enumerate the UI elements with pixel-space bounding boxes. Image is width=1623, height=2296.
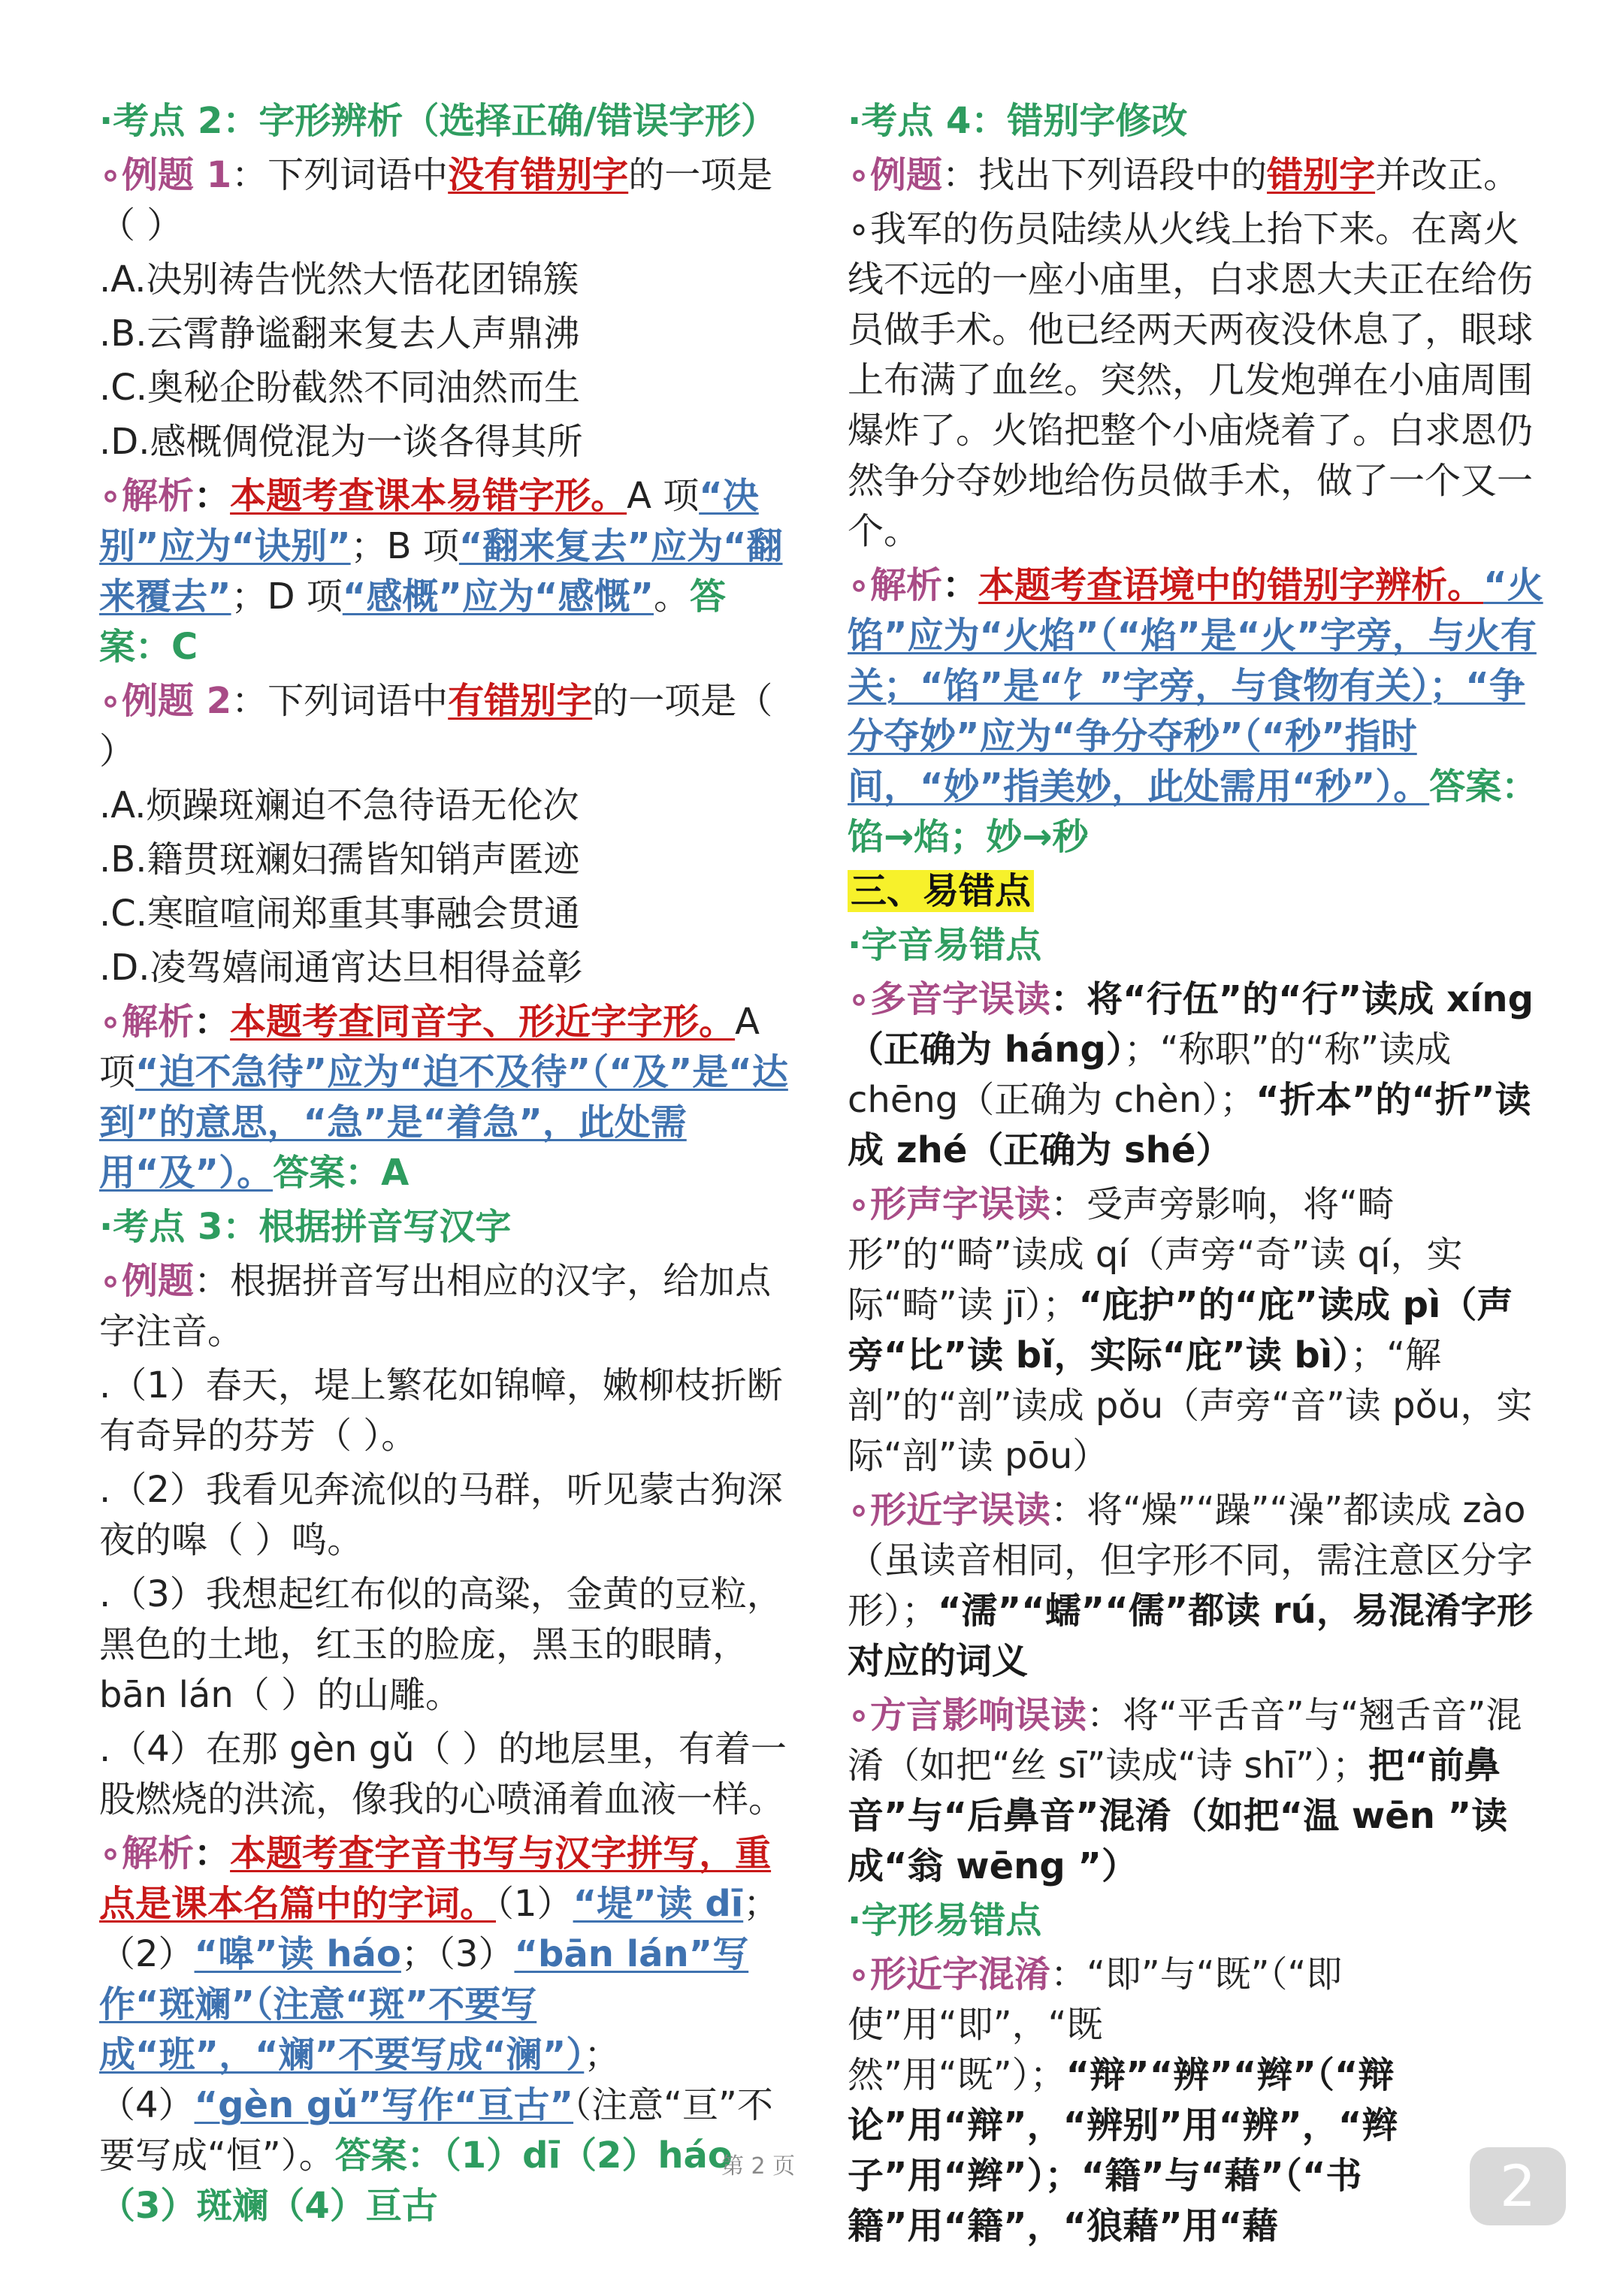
- example-3-item-4: .（4）在那 gèn gǔ（ ）的地层里，有着一股燃烧的洪流，像我的心喷涌着血液一样。: [99, 1728, 787, 1820]
- example-3-item-1: .（1）春天，堤上繁花如锦幛，嫩柳枝折断有奇异的芬芳（ ）。: [99, 1364, 783, 1457]
- example-1-post: 的一项是: [628, 154, 773, 196]
- fangyan-label: ∘方言影响误读: [848, 1694, 1087, 1736]
- example-1-label: ∘例题 1: [99, 154, 232, 196]
- analysis-4-label: ∘解析: [848, 564, 943, 606]
- example-4-key: 错别字: [1267, 154, 1376, 196]
- example-2-option-a: .A.烦躁斑斓迫不急待语无伦次: [99, 784, 579, 826]
- example-1-option-d: .D.感概倜傥混为一谈各得其所: [99, 421, 583, 463]
- xingjin-error: ∘形近字误读：将“燥”“躁”“澡”都读成 zào（虽读音相同，但字形不同，需注意区分字形）；“濡”“蠕”“儒”都读 rú，易混淆字形对应的词义: [848, 1489, 1534, 1682]
- subtitle-shape: ·字形易错点: [848, 1899, 1042, 1941]
- analysis-3-fix-1: “堤”读 dī: [573, 1883, 744, 1925]
- analysis-1-key: 本题考查课本易错字形。: [230, 475, 627, 517]
- example-1-paren: （ ）: [99, 204, 183, 246]
- example-2-label: ∘例题 2: [99, 680, 232, 722]
- page-number-label: 第 2 页: [721, 2153, 796, 2180]
- analysis-2-label: ∘解析: [99, 1001, 195, 1043]
- page-number-badge: 2: [1470, 2147, 1566, 2225]
- analysis-3-key: 本题考查字音书写与汉字拼写，重点是课本名篇中的字词。: [99, 1832, 772, 1925]
- example-1: [99, 150, 790, 251]
- analysis-3-fix-4: “gèn gǔ”写作“亘古”: [194, 2084, 574, 2126]
- analysis-4-key: 本题考查语境中的错别字辨析。: [978, 564, 1484, 606]
- example-1-option-a: .A.决别祷告恍然大悟花团锦簇: [99, 258, 579, 301]
- example-2-key: 有错别字: [448, 680, 593, 722]
- analysis-2-key: 本题考查同音字、形近字字形。: [230, 1001, 736, 1043]
- analysis-1: ∘解析：本题考查课本易错字形。A 项“决别”应为“诀别”；B 项“翻来复去”应为“翻来覆去”；D 项“感概”应为“感慨”。答案：C: [99, 475, 783, 668]
- example-1-pre: ：下列词语中: [231, 154, 449, 196]
- fangyan-error: ∘方言影响误读：将“平舌音”与“翘舌音”混淆（如把“丝 sī”读成“诗 shī”）；把“前鼻音”与“后鼻音”混淆（如把“温 wēn ”读成“翁 wēng ”）: [848, 1694, 1522, 1887]
- analysis-2-fix: “迫不急待”应为“迫不及待”（“及”是“达到”的意思，“急”是“着急”，此处需用“及”）。: [99, 1051, 788, 1194]
- example-3-item-2: .（2）我看见奔流似的马群，听见蒙古狗深夜的嗥（ ）鸣。: [99, 1469, 783, 1561]
- analysis-1-answer: 答案：C: [99, 576, 727, 668]
- analysis-3-label: ∘解析: [99, 1832, 195, 1875]
- right-column: [848, 96, 1546, 2252]
- example-2-option-b: .B.籍贯斑斓妇孺皆知销声匿迹: [99, 838, 580, 881]
- example-1-key: 没有错别字: [448, 154, 629, 196]
- hunxiao-label: ∘形近字混淆: [848, 1953, 1051, 1995]
- analysis-3-answer: 答案：（1）dī（2）háo（3）斑斓（4）亘古: [99, 2134, 733, 2227]
- analysis-2: ∘解析：本题考查同音字、形近字字形。A 项“迫不急待”应为“迫不及待”（“及”是“达到”的意思，“急”是“着急”，此处需用“及”）。答案：A: [99, 1001, 788, 1194]
- xingsheng-label: ∘形声字误读: [848, 1183, 1051, 1225]
- section-3-title: 三、易错点: [848, 866, 1546, 917]
- xingsheng-error: ∘形声字误读：受声旁影响，将“畸形”的“畸”读成 qí（声旁“奇”读 qí，实际“畸”读 jī）；“庇护”的“庇”读成 pì（声旁“比”读 bǐ，实际“庇”读 bì）；“解剖”的“剖”读成 pǒu（声旁“音”读 pǒu，实际“剖”读 pōu）: [848, 1183, 1533, 1477]
- analysis-3-fix-2: “嗥”读 háo: [194, 1933, 401, 1975]
- example-2-option-d: .D.凌驾嬉闹通宵达旦相得益彰: [99, 947, 583, 989]
- analysis-3: ∘解析：本题考查字音书写与汉字拼写，重点是课本名篇中的字词。（1）“堤”读 dī；（2）“嗥”读 háo；（3）“bān lán”写作“斑斓”（注意“斑”不要写成“班”，“斓”不要写成“澜”）；（4）“gèn gǔ”写作“亘古”（注意“亘”不要写成“恒”）。答案：（1）dī（2）háo（3）斑斓（4）亘古: [99, 1832, 780, 2227]
- analysis-4: ∘解析：本题考查语境中的错别字辨析。“火馅”应为“火焰”（“焰”是“火”字旁，与火有关；“馅”是“饣”字旁，与食物有关）；“争分夺妙”应为“争分夺秒”（“秒”指时间，“妙”指美妙，此处需用“秒”）。答案：馅→焰；妙→秒: [848, 564, 1543, 858]
- hunxiao-error: ∘形近字混淆：“即”与“既”（“即使”用“即”，“既然”用“既”）；“辩”“辨”“辫”（“辩论”用“辩”，“辨别”用“辨”，“辫子”用“辫”）；“籍”与“藉”（“书籍”用“籍”，“狼藉”用“藉: [848, 1953, 1398, 2247]
- example-2: ∘例题 2：下列词语中有错别字的一项是（ ）: [99, 680, 773, 772]
- analysis-2-answer: 答案：A: [273, 1152, 410, 1194]
- analysis-4-answer: 答案：馅→焰；妙→秒: [848, 766, 1538, 858]
- example-3-item-3: .（3）我想起红布似的高粱，金黄的豆粒，黑色的土地，红玉的脸庞，黑玉的眼睛，bān lán（ ）的山雕。: [99, 1573, 783, 1716]
- analysis-1-fix-d: “感概”应为“感慨”: [342, 576, 654, 618]
- analysis-1-fix-a: “决别”应为“诀别”: [99, 475, 759, 567]
- left-column: [99, 96, 790, 2231]
- analysis-1-fix-b: “翻来复去”应为“翻来覆去”: [99, 525, 783, 618]
- example-2-option-c: .C.寒暄喧闹郑重其事融会贯通: [99, 893, 581, 935]
- subtitle-pronunciation: ·字音易错点: [848, 924, 1042, 966]
- duoyin-error: ∘多音字误读：将“行伍”的“行”读成 xíng（正确为 háng）；“称职”的“称”读成 chēng（正确为 chèn）；“折本”的“折”读成 zhé（正确为 shé）: [848, 978, 1534, 1171]
- example-3: ∘例题：根据拼音写出相应的汉字，给加点字注音。: [99, 1260, 772, 1352]
- example-4: ∘例题：找出下列语段中的错别字并改正。: [848, 154, 1520, 196]
- example-4-passage: ∘我军的伤员陆续从火线上抬下来。在离火线不远的一座小庙里，白求恩大夫正在给伤员做手术。他已经两天两夜没休息了，眼球上布满了血丝。突然，几发炮弹在小庙周围爆炸了。火馅把整个小庙烧着了。白求恩仍然争分夺妙地给伤员做手术，做了一个又一个。: [848, 208, 1534, 552]
- xingjin-label: ∘形近字误读: [848, 1489, 1051, 1531]
- analysis-4-fix: “火馅”应为“火焰”（“焰”是“火”字旁，与火有关；“馅”是“饣”字旁，与食物有关）；“争分夺妙”应为“争分夺秒”（“秒”指时间，“妙”指美妙，此处需用“秒”）。: [848, 564, 1543, 808]
- kp2-title: ·考点 2：字形辨析（选择正确/错误字形）: [99, 100, 777, 142]
- kp3-title: ·考点 3：根据拼音写汉字: [99, 1206, 512, 1248]
- duoyin-label: ∘多音字误读: [848, 978, 1051, 1020]
- example-1-option-b: .B.云霄静谧翻来复去人声鼎沸: [99, 313, 580, 355]
- example-3-label: ∘例题: [99, 1260, 195, 1302]
- analysis-1-label: ∘解析: [99, 475, 195, 517]
- example-4-label: ∘例题: [848, 154, 943, 196]
- analysis-3-fix-3: “bān lán”写作“斑斓”（注意“斑”不要写成“班”，“斓”不要写成“澜”）: [99, 1933, 749, 2076]
- example-1-option-c: .C.奥秘企盼截然不同油然而生: [99, 367, 581, 409]
- kp4-title: ·考点 4：错别字修改: [848, 100, 1188, 142]
